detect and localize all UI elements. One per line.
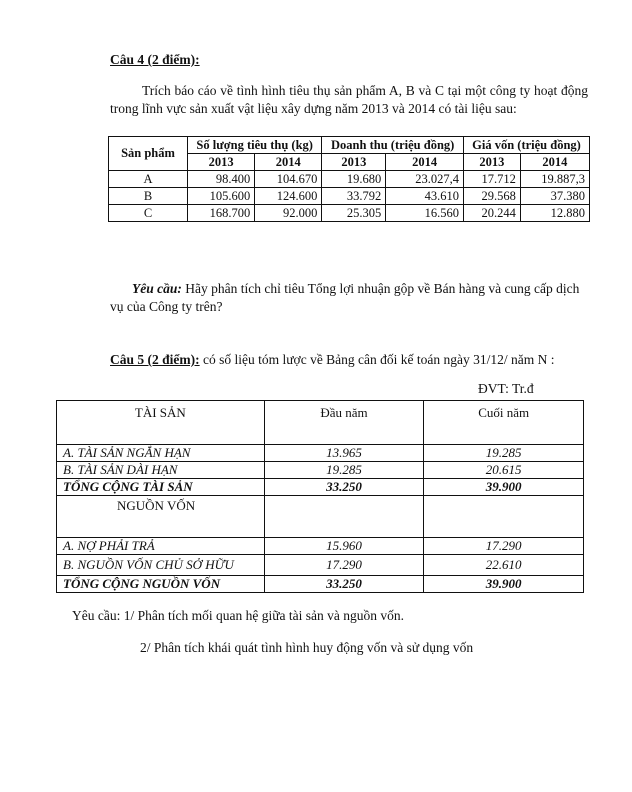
begin-value: 13.965: [264, 445, 424, 462]
header-quantity: Số lượng tiêu thụ (kg): [188, 137, 322, 154]
q5-requirement-1: Yêu cầu: 1/ Phân tích mối quan hệ giữa tài sản và nguồn vốn.: [72, 608, 404, 623]
q5-requirement-2: 2/ Phân tích khái quát tình hình huy động vốn và sử dụng vốn: [140, 640, 474, 655]
table-row: [109, 171, 590, 188]
q4-intro: Trích báo cáo về tình hình tiêu thụ sản phẩm A, B và C tại một công ty hoạt động trong lĩnh vực sản xuất vật liệu xây dựng năm 2013 và 2014 có tài liệu sau:: [110, 83, 588, 116]
begin-value: 15.960: [264, 538, 424, 555]
qty-2013: 105.600: [188, 188, 255, 205]
q4-requirement: [110, 280, 588, 316]
end-value: 20.615: [424, 462, 584, 479]
q5-heading: [110, 352, 555, 368]
cost-2014: 12.880: [520, 205, 589, 222]
sales-table: [108, 136, 590, 222]
cost-2013: 17.712: [463, 171, 520, 188]
year-2013: 2013: [188, 154, 255, 171]
cost-2014: 19.887,3: [520, 171, 589, 188]
unit-label: ĐVT: Tr.đ: [478, 381, 534, 396]
rev-2014: 16.560: [386, 205, 464, 222]
row-label: A. NỢ PHẢI TRẢ: [57, 538, 265, 555]
year-2013: 2013: [463, 154, 520, 171]
table-row: [109, 188, 590, 205]
row-label: B. TÀI SẢN DÀI HẠN: [57, 462, 265, 479]
row-label: TỔNG CỘNG NGUỒN VỐN: [57, 576, 265, 593]
row-label: TỔNG CỘNG TÀI SẢN: [57, 479, 265, 496]
table-row: [57, 576, 584, 593]
q4-req-label: Yêu cầu:: [132, 281, 182, 296]
header-revenue: Doanh thu (triệu đồng): [322, 137, 464, 154]
begin-value: 19.285: [264, 462, 424, 479]
header-product: Sản phẩm: [109, 137, 188, 171]
end-value: 19.285: [424, 445, 584, 462]
balance-sheet-table: [56, 400, 584, 593]
year-2014: 2014: [255, 154, 322, 171]
table-row: [57, 462, 584, 479]
qty-2014: 104.670: [255, 171, 322, 188]
end-value: 39.900: [424, 479, 584, 496]
product-cell: C: [109, 205, 188, 222]
rev-2013: 25.305: [322, 205, 386, 222]
begin-value: 17.290: [264, 555, 424, 576]
row-label: A. TÀI SẢN NGẮN HẠN: [57, 445, 265, 462]
cost-2014: 37.380: [520, 188, 589, 205]
table-row: [57, 538, 584, 555]
rev-2013: 33.792: [322, 188, 386, 205]
end-value: 39.900: [424, 576, 584, 593]
q5-intro: có số liệu tóm lược về Bảng cân đối kế toán ngày 31/12/ năm N :: [199, 352, 555, 367]
end-value: 22.610: [424, 555, 584, 576]
cost-2013: 20.244: [463, 205, 520, 222]
rev-2014: 23.027,4: [386, 171, 464, 188]
q5-title: Câu 5 (2 điểm):: [110, 352, 200, 367]
table-row: [57, 445, 584, 462]
q4-req-text: Hãy phân tích chỉ tiêu Tổng lợi nhuận gộp về Bán hàng và cung cấp dịch vụ của Công ty trên?: [110, 281, 580, 314]
begin-value: 33.250: [264, 576, 424, 593]
product-cell: A: [109, 171, 188, 188]
header-end-year: Cuối năm: [424, 401, 584, 445]
rev-2013: 19.680: [322, 171, 386, 188]
begin-value: 33.250: [264, 479, 424, 496]
qty-2013: 168.700: [188, 205, 255, 222]
year-2014: 2014: [520, 154, 589, 171]
qty-2014: 124.600: [255, 188, 322, 205]
rev-2014: 43.610: [386, 188, 464, 205]
cost-2013: 29.568: [463, 188, 520, 205]
header-assets: TÀI SẢN: [57, 401, 265, 445]
product-cell: B: [109, 188, 188, 205]
row-label: B. NGUỒN VỐN CHỦ SỞ HỮU: [57, 555, 265, 576]
table-row: [109, 205, 590, 222]
table-row: [57, 555, 584, 576]
qty-2014: 92.000: [255, 205, 322, 222]
end-value: 17.290: [424, 538, 584, 555]
header-cost: Giá vốn (triệu đồng): [463, 137, 589, 154]
header-sources: NGUỒN VỐN: [57, 496, 265, 538]
header-begin-year: Đầu năm: [264, 401, 424, 445]
year-2013: 2013: [322, 154, 386, 171]
table-row: [57, 479, 584, 496]
q4-title: Câu 4 (2 điểm):: [110, 52, 200, 67]
qty-2013: 98.400: [188, 171, 255, 188]
year-2014: 2014: [386, 154, 464, 171]
